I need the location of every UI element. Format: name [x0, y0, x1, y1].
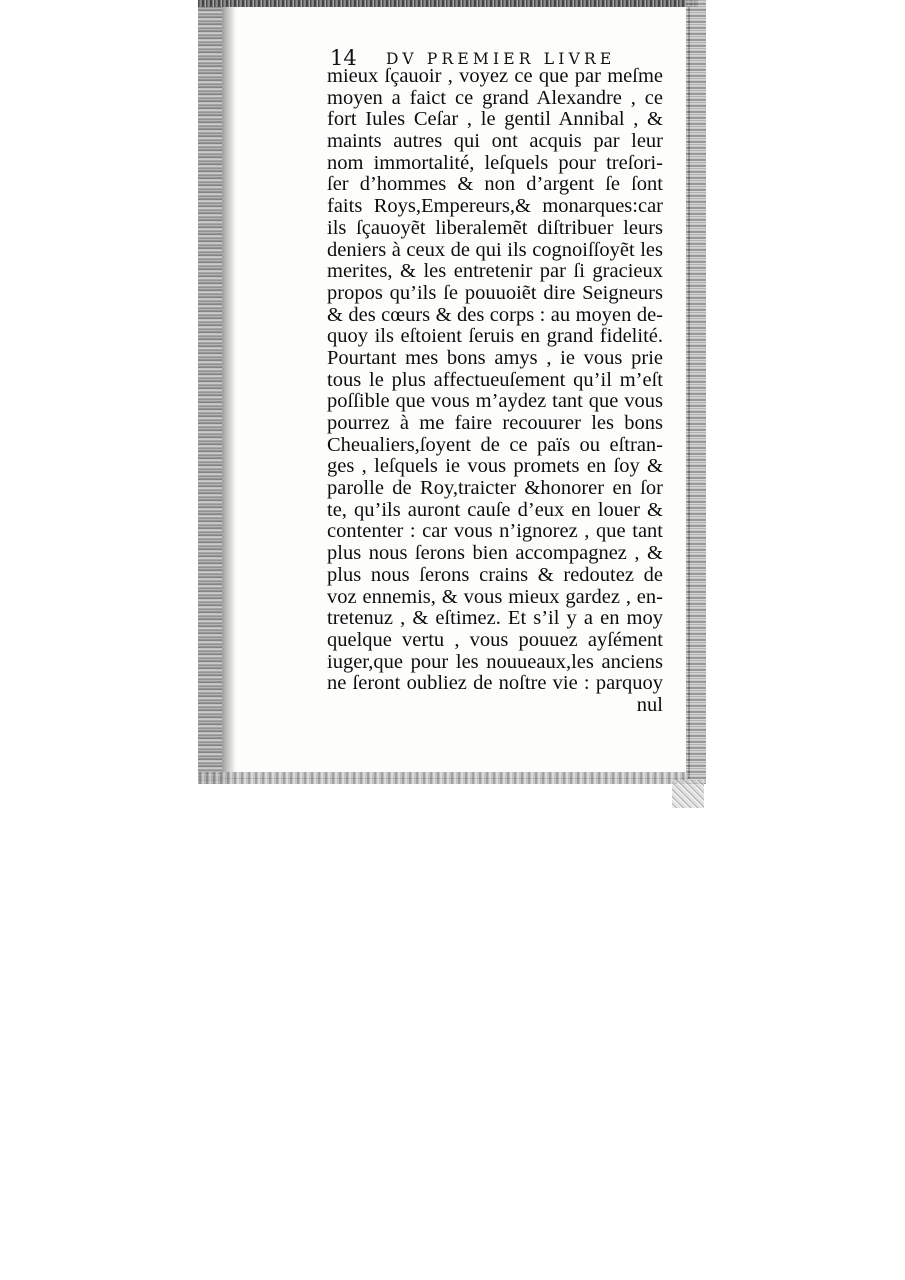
text-line: moyen a faict ce grand Alexandre , ce [327, 86, 663, 109]
top-page-edge [198, 0, 698, 7]
text-line: quelque vertu , vous pouuez ayſément [327, 628, 663, 651]
fore-edge [686, 0, 706, 784]
text-line: ils ſçauoyẽt liberalemẽt diſtribuer leurs [327, 216, 663, 239]
text-line: plus nous ſerons crains & redoutez de [327, 563, 663, 586]
text-line: & des cœurs & des corps : au moyen de- [327, 303, 663, 326]
page-number: 14 [330, 46, 357, 70]
text-line: contenter : car vous n’ignorez , que tant [327, 520, 663, 543]
bottom-page-edge [198, 772, 688, 784]
gutter-gradient [222, 0, 236, 784]
corner-scan-noise [672, 780, 704, 808]
text-line: tous le plus affectueuſement qu’il m’eſt [327, 368, 663, 391]
catchword: nul [636, 693, 663, 716]
running-title: DV PREMIER LIVRE [386, 50, 616, 68]
text-line: tretenuz , & eſtimez. Et s’il y a en moy [327, 607, 663, 630]
text-line: faits Roys,Empereurs,& monarques:car [327, 195, 663, 218]
text-line: deniers à ceux de qui ils cognoiſſoyẽt les [327, 238, 663, 261]
text-line: parolle de Roy,traicter &honorer en ſor [327, 477, 663, 500]
text-line: te, qu’ils auront cauſe d’eux en louer & [327, 498, 663, 521]
text-line: propos qu’ils ſe pouuoiẽt dire Seigneurs [327, 281, 663, 304]
body-text [327, 66, 663, 717]
text-line: mieux ſçauoir , voyez ce que par meſme [327, 65, 663, 87]
text-line: maints autres qui ont acquis par leur [327, 130, 663, 153]
text-line: iuger,que pour les nouueaux,les anciens [327, 650, 663, 673]
text-line: nom immortalité, leſquels pour treſori- [327, 151, 663, 174]
gutter-shadow [198, 0, 222, 784]
text-line: poſſible que vous m’aydez tant que vous [327, 390, 663, 413]
text-line: merites, & les entretenir par ſi gracieux [327, 260, 663, 283]
text-line: ges , leſquels ie vous promets en ſoy & [327, 455, 663, 478]
text-line: fort Iules Ceſar , le gentil Annibal , & [327, 108, 663, 131]
text-line: ſer d’hommes & non d’argent ſe ſont [327, 173, 663, 196]
text-line: Cheualiers,ſoyent de ce païs ou eſtran- [327, 433, 663, 456]
text-line: Pourtant mes bons amys , ie vous prie [327, 346, 663, 369]
text-line: pourrez à me faire recouurer les bons [327, 412, 663, 434]
text-line: plus nous ſerons bien accompagnez , & [327, 542, 663, 565]
text-line: voz ennemis, & vous mieux gardez , en- [327, 585, 663, 608]
text-line: ne ſeront oubliez de noſtre vie : parquoy [327, 672, 663, 695]
text-line: quoy ils eſtoient ſeruis en grand fidelité. [327, 325, 663, 348]
